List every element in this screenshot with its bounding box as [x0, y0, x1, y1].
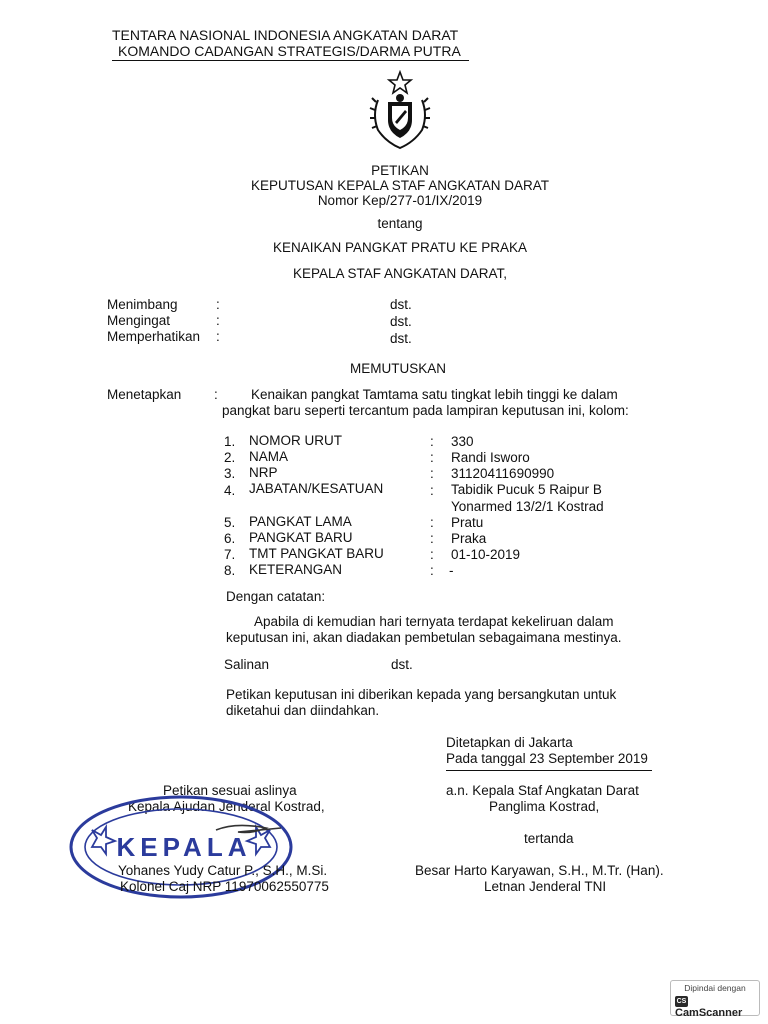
left-signature-name: Yohanes Yudy Catur P., S.H., M.Si.: [118, 863, 328, 878]
consideration-value: dst.: [390, 297, 412, 312]
catatan-line-2: keputusan ini, akan diadakan pembetulan sebagaimana mestinya.: [226, 630, 622, 645]
detail-label: KETERANGAN: [249, 562, 343, 577]
detail-colon: :: [430, 515, 434, 530]
right-signature-rank: Letnan Jenderal TNI: [484, 879, 607, 894]
scanner-brand: [675, 995, 755, 1019]
detail-label: PANGKAT BARU: [249, 530, 353, 545]
salinan-value: dst.: [391, 657, 413, 672]
scanner-watermark: [670, 980, 760, 1019]
title-keputusan: KEPUTUSAN KEPALA STAF ANGKATAN DARAT: [250, 178, 550, 193]
detail-colon: :: [430, 466, 434, 481]
camscanner-logo-icon: CS: [676, 997, 687, 1005]
petikan-note-line-2: diketahui dan diindahkan.: [226, 703, 380, 718]
consideration-value: dst.: [390, 314, 412, 329]
detail-value: 31120411690990: [451, 466, 555, 481]
consideration-label: Mengingat: [107, 313, 171, 328]
catatan-heading: Dengan catatan:: [226, 589, 326, 604]
detail-label: TMT PANGKAT BARU: [249, 546, 384, 561]
detail-number: 4.: [224, 483, 236, 498]
detail-number: 7.: [224, 547, 236, 562]
menetapkan-colon: :: [214, 387, 218, 402]
right-signature-line-1: a.n. Kepala Staf Angkatan Darat: [446, 783, 639, 798]
detail-value-continued: Yonarmed 13/2/1 Kostrad: [451, 499, 604, 514]
petikan-note-line-1: Petikan keputusan ini diberikan kepada yang bersangkutan untuk: [226, 687, 617, 702]
right-signature-line-2: Panglima Kostrad,: [489, 799, 600, 814]
detail-colon: :: [430, 434, 434, 449]
detail-value: Randi Isworo: [451, 450, 530, 465]
right-signature-tertanda: tertanda: [524, 831, 574, 846]
menetapkan-label: Menetapkan: [107, 387, 182, 402]
detail-label: NOMOR URUT: [249, 433, 342, 448]
title-subject: KENAIKAN PANGKAT PRATU KE PRAKA: [272, 240, 528, 255]
memutuskan-heading: MEMUTUSKAN: [349, 361, 446, 376]
detail-number: 3.: [224, 466, 236, 481]
detail-value: Pratu: [451, 515, 484, 530]
salinan-label: Salinan: [224, 657, 270, 672]
title-nomor: Nomor Kep/277-01/IX/2019: [317, 193, 483, 208]
issued-place: Ditetapkan di Jakarta: [446, 735, 573, 750]
title-petikan: PETIKAN: [371, 163, 429, 178]
left-signature-line-1: Petikan sesuai aslinya: [163, 783, 297, 798]
detail-value: -: [449, 563, 454, 578]
detail-value: Praka: [451, 531, 487, 546]
detail-number: 6.: [224, 531, 236, 546]
detail-value: 330: [451, 434, 474, 449]
detail-value: Tabidik Pucuk 5 Raipur B: [451, 482, 602, 497]
left-signature-rank: Kolonel Caj NRP 11970062550775: [120, 879, 329, 894]
consideration-value: dst.: [390, 331, 412, 346]
army-emblem-icon: [368, 70, 432, 154]
consideration-label: Menimbang: [107, 297, 178, 312]
consideration-colon: :: [216, 329, 220, 344]
catatan-line-1: Apabila di kemudian hari ternyata terdapat kekeliruan dalam: [254, 614, 614, 629]
detail-value: 01-10-2019: [451, 547, 521, 562]
consideration-label: Memperhatikan: [107, 329, 201, 344]
menetapkan-line-1: Kenaikan pangkat Tamtama satu tingkat lebih tinggi ke dalam: [251, 387, 618, 402]
scanner-caption: Dipindai dengan: [684, 983, 746, 993]
header-line-2: KOMANDO CADANGAN STRATEGIS/DARMA PUTRA: [112, 43, 469, 61]
detail-label: JABATAN/KESATUAN: [249, 481, 384, 496]
menetapkan-line-2: pangkat baru seperti tercantum pada lampiran keputusan ini, kolom:: [222, 403, 629, 418]
detail-label: PANGKAT LAMA: [249, 514, 352, 529]
left-signature-line-2: Kepala Ajudan Jenderal Kostrad,: [128, 799, 325, 814]
right-signature-name: Besar Harto Karyawan, S.H., M.Tr. (Han).: [415, 863, 664, 878]
header-line-1: TENTARA NASIONAL INDONESIA ANGKATAN DARAT: [112, 27, 459, 43]
scanner-brand-name: CamScanner: [675, 1007, 743, 1019]
consideration-colon: :: [216, 313, 220, 328]
title-authority: KEPALA STAF ANGKATAN DARAT,: [292, 266, 508, 281]
detail-colon: :: [430, 547, 434, 562]
detail-number: 5.: [224, 515, 236, 530]
detail-label: NAMA: [249, 449, 289, 464]
stamp-label: KEPALA: [116, 832, 252, 862]
detail-label: NRP: [249, 465, 278, 480]
detail-colon: :: [430, 483, 434, 498]
detail-number: 1.: [224, 434, 236, 449]
detail-number: 8.: [224, 563, 236, 578]
detail-colon: :: [430, 563, 434, 578]
consideration-colon: :: [216, 297, 220, 312]
detail-colon: :: [430, 450, 434, 465]
detail-colon: :: [430, 531, 434, 546]
title-tentang: tentang: [377, 216, 423, 231]
detail-number: 2.: [224, 450, 236, 465]
issued-date: Pada tanggal 23 September 2019: [446, 751, 652, 771]
